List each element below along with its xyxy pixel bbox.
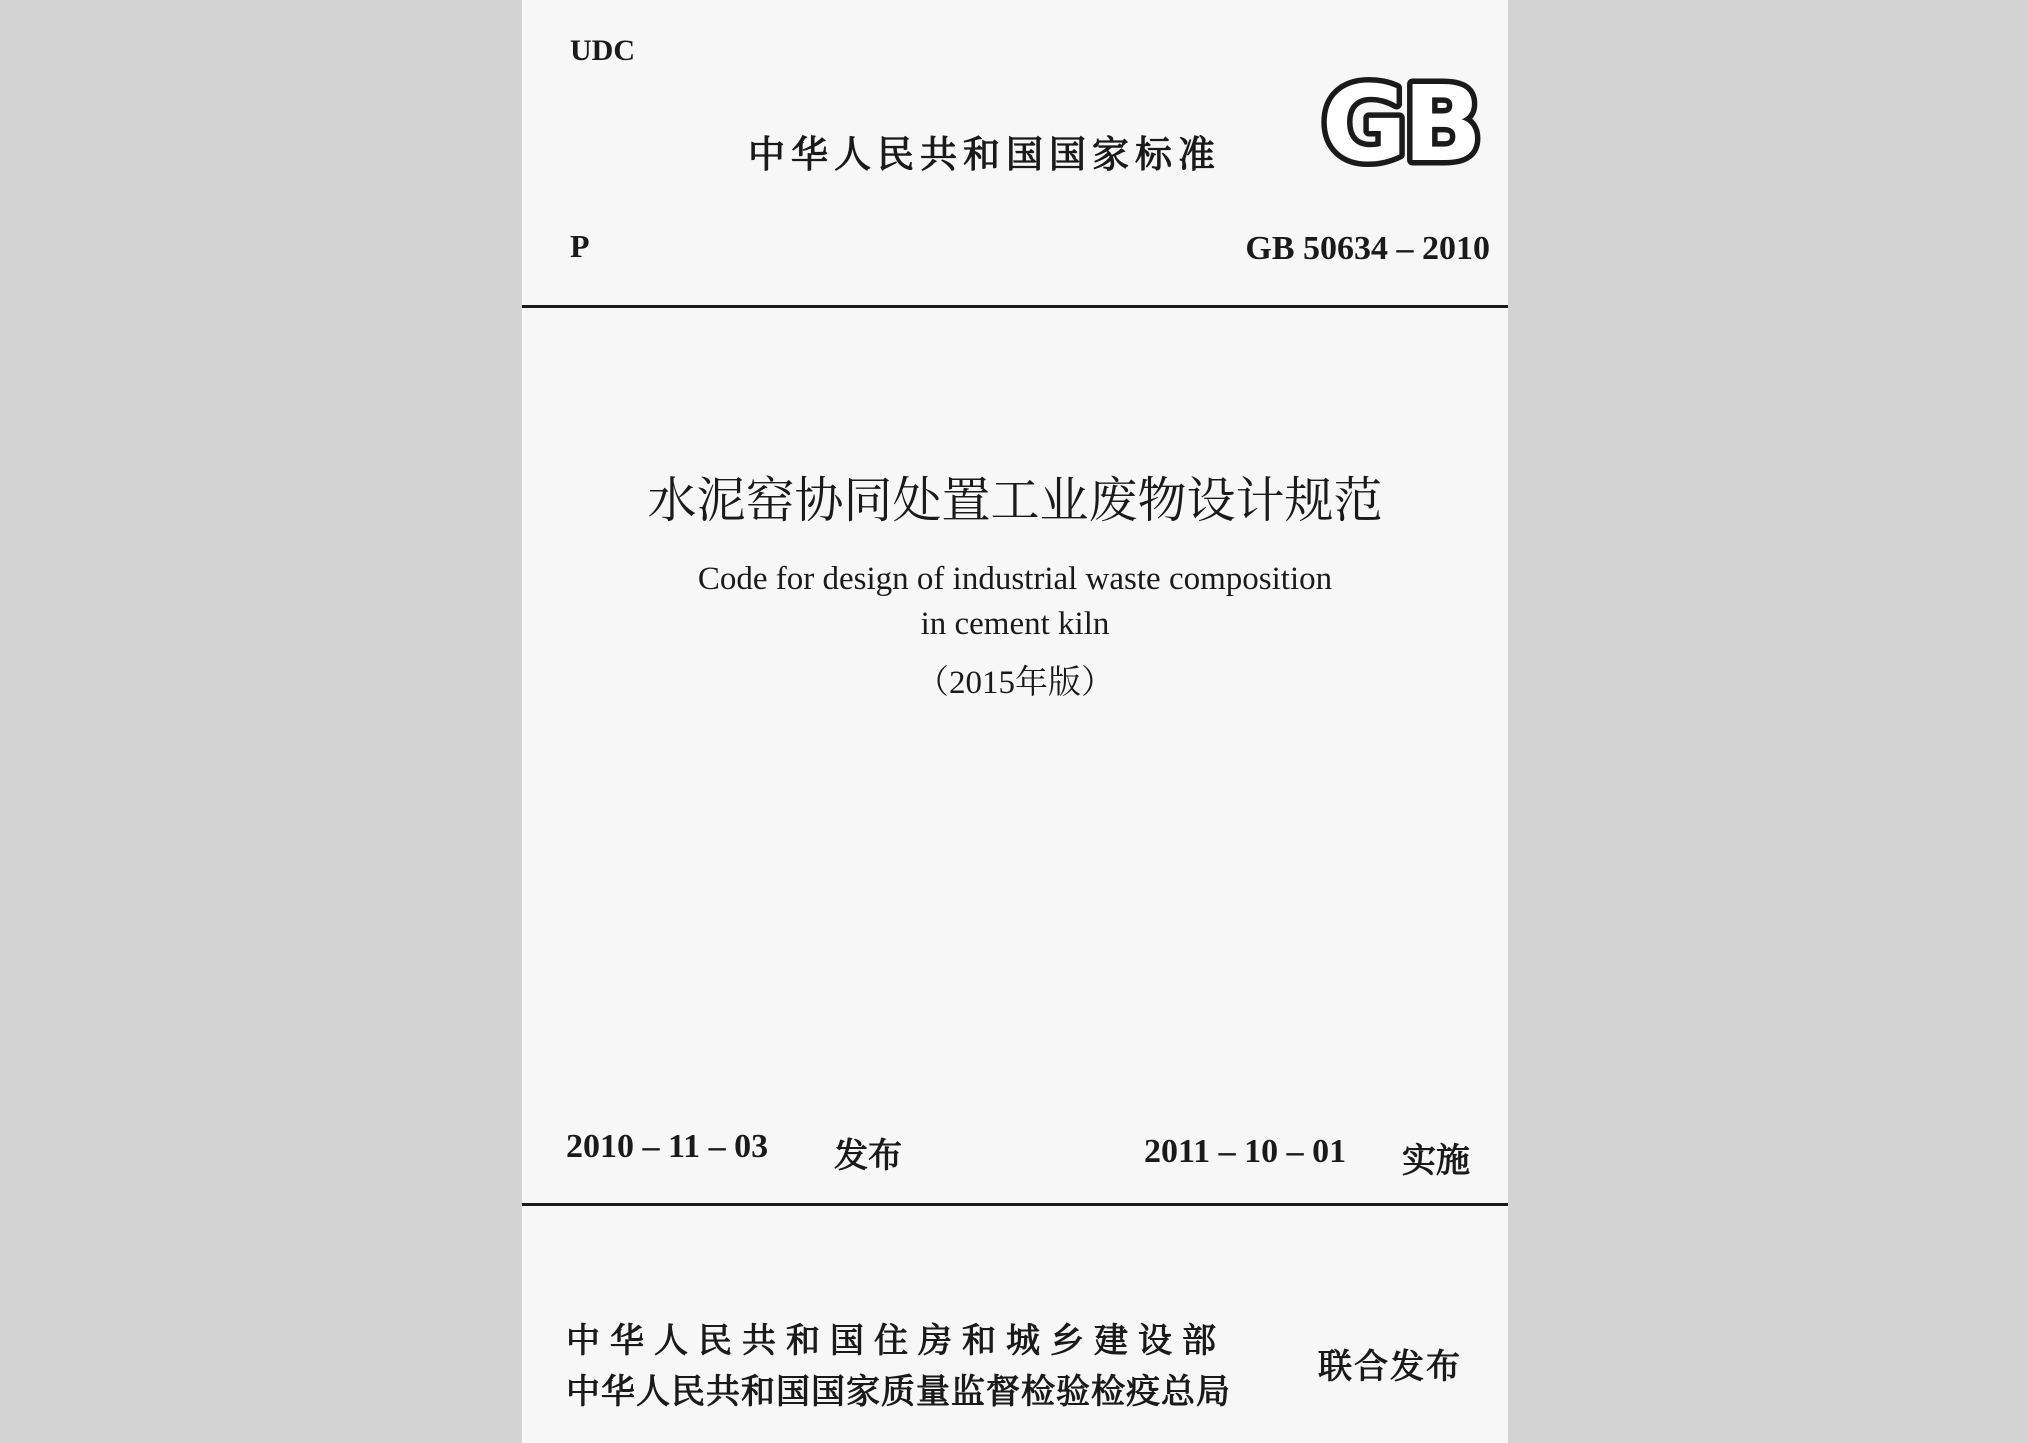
publish-label: 发布	[834, 1136, 902, 1176]
publish-date: 2010 – 11 – 03	[566, 1128, 769, 1165]
standard-number: GB 50634 – 2010	[1245, 230, 1490, 267]
gb-logo-text: GB	[1321, 74, 1479, 174]
title-english-line1: Code for design of industrial waste composition	[697, 561, 1333, 597]
issuer-aqsiq: 中华人民共和国国家质量监督检验检疫总局	[566, 1372, 1231, 1412]
title-english-line2: in cement kiln	[920, 606, 1110, 642]
joint-issue-label: 联合发布	[1318, 1347, 1462, 1387]
header-divider	[522, 305, 1508, 308]
gb-logo	[1308, 74, 1492, 174]
standard-cover-page	[522, 0, 1508, 1443]
title-chinese: 水泥窑协同处置工业废物设计规范	[647, 472, 1383, 529]
edition-label: （2015年版）	[916, 665, 1114, 701]
issuer-ministry-housing: 中华人民共和国住房和城乡建设部	[566, 1321, 1226, 1361]
udc-label: UDC	[570, 34, 635, 67]
classification-code: P	[570, 228, 590, 264]
header-title: 中华人民共和国国家标准	[748, 133, 1221, 176]
footer-divider	[522, 1203, 1508, 1206]
effective-date: 2011 – 10 – 01	[1144, 1133, 1347, 1170]
effective-label: 实施	[1402, 1141, 1470, 1181]
